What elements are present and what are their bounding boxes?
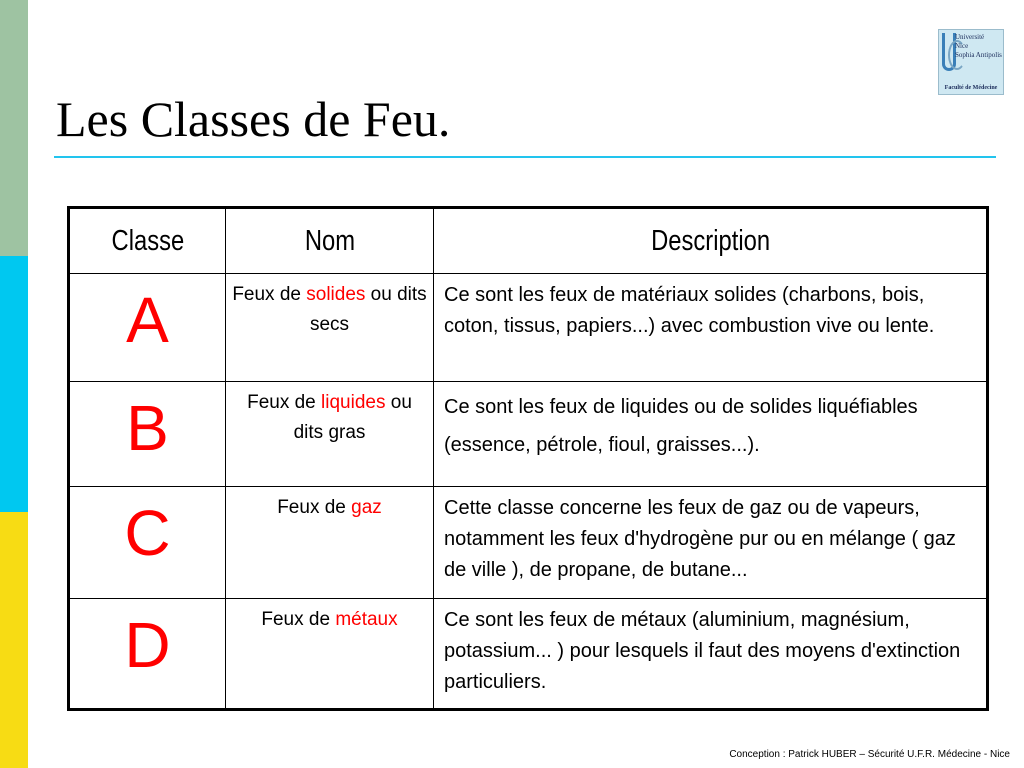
class-name bbox=[226, 487, 434, 599]
table-row bbox=[69, 487, 988, 599]
side-stripe-cyan bbox=[0, 256, 28, 512]
class-description: Ce sont les feux de métaux (aluminium, magnésium, potassium... ) pour lesquels il faut des moyens d'extinction particuliers. bbox=[434, 599, 988, 710]
class-letter: B bbox=[69, 382, 226, 487]
logo-text bbox=[955, 33, 1003, 60]
table-row bbox=[69, 599, 988, 710]
class-description: Ce sont les feux de matériaux solides (charbons, bois, coton, tissus, papiers...) avec combustion vive ou lente. bbox=[434, 274, 988, 382]
class-letter: D bbox=[69, 599, 226, 710]
name-prefix: Feux de bbox=[277, 497, 352, 518]
table-row bbox=[69, 274, 988, 382]
name-highlight: gaz bbox=[351, 497, 382, 518]
name-highlight: métaux bbox=[335, 609, 398, 630]
class-name bbox=[226, 274, 434, 382]
class-letter: A bbox=[69, 274, 226, 382]
class-name bbox=[226, 599, 434, 710]
class-description: Cette classe concerne les feux de gaz ou de vapeurs, notamment les feux d'hydrogène pur ou en mélange ( gaz de ville ), de propane, de butane... bbox=[434, 487, 988, 599]
name-suffix: ou dits gras bbox=[293, 392, 412, 443]
table-header-row bbox=[69, 208, 988, 274]
name-prefix: Feux de bbox=[261, 609, 336, 630]
name-prefix: Feux de bbox=[232, 284, 307, 305]
logo-faculty: Faculté de Médecine bbox=[944, 85, 998, 91]
name-highlight: solides bbox=[306, 284, 366, 305]
header-classe: Classe bbox=[83, 208, 212, 274]
class-name bbox=[226, 382, 434, 487]
name-prefix: Feux de bbox=[247, 392, 322, 413]
class-description: Ce sont les feux de liquides ou de solides liquéfiables (essence, pétrole, fioul, graisses...). bbox=[434, 382, 988, 487]
name-highlight: liquides bbox=[321, 392, 386, 413]
logo-line-2: Nice bbox=[955, 42, 969, 50]
fire-classes-table bbox=[67, 206, 989, 711]
name-suffix: ou dits secs bbox=[309, 284, 427, 335]
header-description: Description bbox=[483, 208, 937, 274]
side-stripe-green bbox=[0, 0, 28, 256]
class-letter: C bbox=[69, 487, 226, 599]
slide-title: Les Classes de Feu. bbox=[56, 91, 451, 147]
slide-footer: Conception : Patrick HUBER – Sécurité U.F.R. Médecine - Nice bbox=[729, 749, 1010, 760]
table-row bbox=[69, 382, 988, 487]
header-nom: Nom bbox=[244, 208, 415, 274]
university-logo bbox=[938, 29, 1004, 95]
logo-line-1: Université bbox=[955, 33, 985, 41]
title-underline bbox=[54, 156, 996, 158]
side-stripe-yellow bbox=[0, 512, 28, 768]
logo-line-3: Sophia Antipolis bbox=[955, 51, 1002, 59]
